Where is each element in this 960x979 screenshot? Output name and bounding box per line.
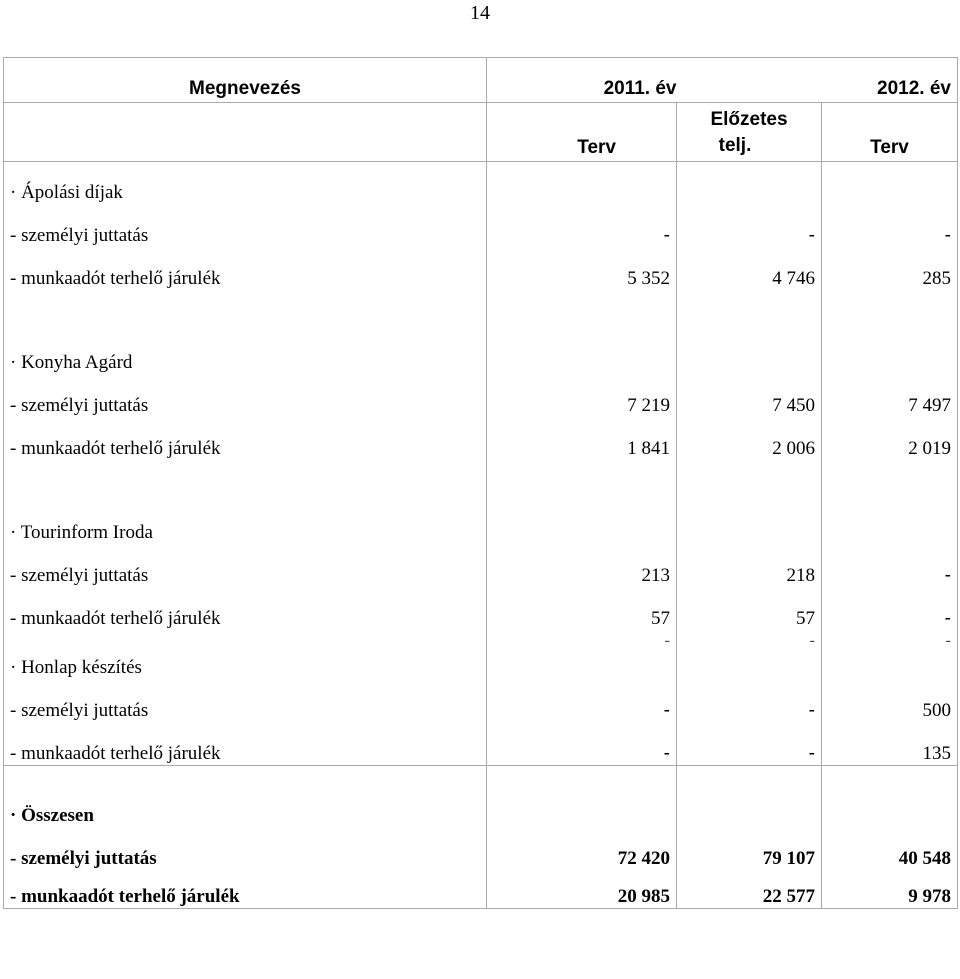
- empty-cell: [487, 766, 677, 828]
- value-2011-prelim: -: [677, 204, 822, 247]
- row-label: - személyi juttatás: [4, 374, 487, 417]
- row-label: - munkaadót terhelő járulék: [4, 722, 487, 766]
- section-title-row: [4, 332, 958, 374]
- header-empty: [4, 103, 487, 162]
- dash-2011-plan: -: [487, 630, 677, 652]
- header-name-column: Megnevezés: [4, 58, 487, 103]
- total-2011-prelim: 22 577: [677, 870, 822, 908]
- dash-2011-prelim: -: [677, 630, 822, 652]
- dash-row: [4, 630, 958, 652]
- value-2011-plan: 213: [487, 544, 677, 587]
- total-label: - személyi juttatás: [4, 827, 487, 870]
- total-title: · Összesen: [4, 766, 487, 828]
- header-prelim-line2: telj.: [718, 135, 752, 156]
- table-row: [4, 247, 958, 290]
- value-2012-plan: -: [822, 544, 958, 587]
- value-2011-plan: 5 352: [487, 247, 677, 290]
- empty-cell: [677, 162, 822, 205]
- value-2011-plan: -: [487, 204, 677, 247]
- total-2011-prelim: 79 107: [677, 827, 822, 870]
- header-prelim: [677, 103, 822, 162]
- empty-cell: [4, 630, 487, 652]
- table-row: [4, 679, 958, 722]
- empty-cell: [677, 652, 822, 679]
- section-title-row: [4, 502, 958, 544]
- row-label: - személyi juttatás: [4, 679, 487, 722]
- value-2012-plan: 285: [822, 247, 958, 290]
- value-2011-prelim: 218: [677, 544, 822, 587]
- row-label: - munkaadót terhelő járulék: [4, 587, 487, 630]
- empty-cell: [487, 502, 677, 544]
- value-2011-prelim: 57: [677, 587, 822, 630]
- value-2012-plan: -: [822, 587, 958, 630]
- header-row-years: [4, 58, 958, 103]
- total-row: [4, 870, 958, 908]
- year-2011-label: 2011. év: [603, 78, 677, 99]
- section-title: · Ápolási díjak: [4, 162, 487, 205]
- header-row-types: [4, 103, 958, 162]
- empty-cell: [487, 162, 677, 205]
- total-label: - munkaadót terhelő járulék: [4, 870, 487, 908]
- row-label: - munkaadót terhelő járulék: [4, 417, 487, 460]
- header-plan-2012: Terv: [822, 103, 958, 162]
- total-title-row: [4, 766, 958, 828]
- year-2012-label: 2012. év: [877, 78, 951, 99]
- empty-cell: [822, 162, 958, 205]
- header-plan-2011: Terv: [487, 103, 677, 162]
- empty-cell: [677, 460, 822, 502]
- section-title-row: [4, 652, 958, 679]
- value-2012-plan: 2 019: [822, 417, 958, 460]
- section-title: · Tourinform Iroda: [4, 502, 487, 544]
- empty-cell: [822, 332, 958, 374]
- value-2011-prelim: 4 746: [677, 247, 822, 290]
- table-row: [4, 204, 958, 247]
- dash-2012-plan: -: [822, 630, 958, 652]
- table-row: [4, 544, 958, 587]
- table-row: [4, 587, 958, 630]
- total-2011-plan: 72 420: [487, 827, 677, 870]
- spacer-row: [4, 460, 958, 502]
- empty-cell: [487, 460, 677, 502]
- header-year-2011: [487, 58, 677, 103]
- value-2011-plan: 1 841: [487, 417, 677, 460]
- value-2011-plan: 7 219: [487, 374, 677, 417]
- row-label: - munkaadót terhelő járulék: [4, 247, 487, 290]
- value-2011-prelim: 7 450: [677, 374, 822, 417]
- value-2011-plan: -: [487, 722, 677, 766]
- total-row: [4, 827, 958, 870]
- table-row: [4, 722, 958, 766]
- section-title-row: [4, 162, 958, 205]
- empty-cell: [677, 766, 822, 828]
- total-2012-plan: 9 978: [822, 870, 958, 908]
- empty-cell: [677, 502, 822, 544]
- empty-cell: [822, 460, 958, 502]
- budget-table: [3, 57, 958, 909]
- total-2011-plan: 20 985: [487, 870, 677, 908]
- row-label: - személyi juttatás: [4, 544, 487, 587]
- table-row: [4, 374, 958, 417]
- empty-cell: [822, 502, 958, 544]
- value-2012-plan: 7 497: [822, 374, 958, 417]
- total-2012-plan: 40 548: [822, 827, 958, 870]
- empty-cell: [4, 290, 487, 332]
- value-2011-prelim: -: [677, 679, 822, 722]
- empty-cell: [4, 460, 487, 502]
- value-2012-plan: 500: [822, 679, 958, 722]
- value-2011-prelim: -: [677, 722, 822, 766]
- empty-cell: [487, 290, 677, 332]
- value-2011-plan: 57: [487, 587, 677, 630]
- row-label: - személyi juttatás: [4, 204, 487, 247]
- section-title: · Konyha Agárd: [4, 332, 487, 374]
- page-number: 14: [470, 2, 490, 24]
- header-year-2012: [822, 58, 958, 103]
- header-prelim-line1: Előzetes: [710, 109, 788, 130]
- empty-cell: [822, 766, 958, 828]
- empty-cell: [677, 332, 822, 374]
- spacer-row: [4, 290, 958, 332]
- value-2012-plan: -: [822, 204, 958, 247]
- value-2011-prelim: 2 006: [677, 417, 822, 460]
- value-2011-plan: -: [487, 679, 677, 722]
- header-year-gap: [677, 58, 822, 103]
- table-row: [4, 417, 958, 460]
- empty-cell: [677, 290, 822, 332]
- empty-cell: [487, 332, 677, 374]
- value-2012-plan: 135: [822, 722, 958, 766]
- empty-cell: [822, 290, 958, 332]
- empty-cell: [487, 652, 677, 679]
- empty-cell: [822, 652, 958, 679]
- section-title: · Honlap készítés: [4, 652, 487, 679]
